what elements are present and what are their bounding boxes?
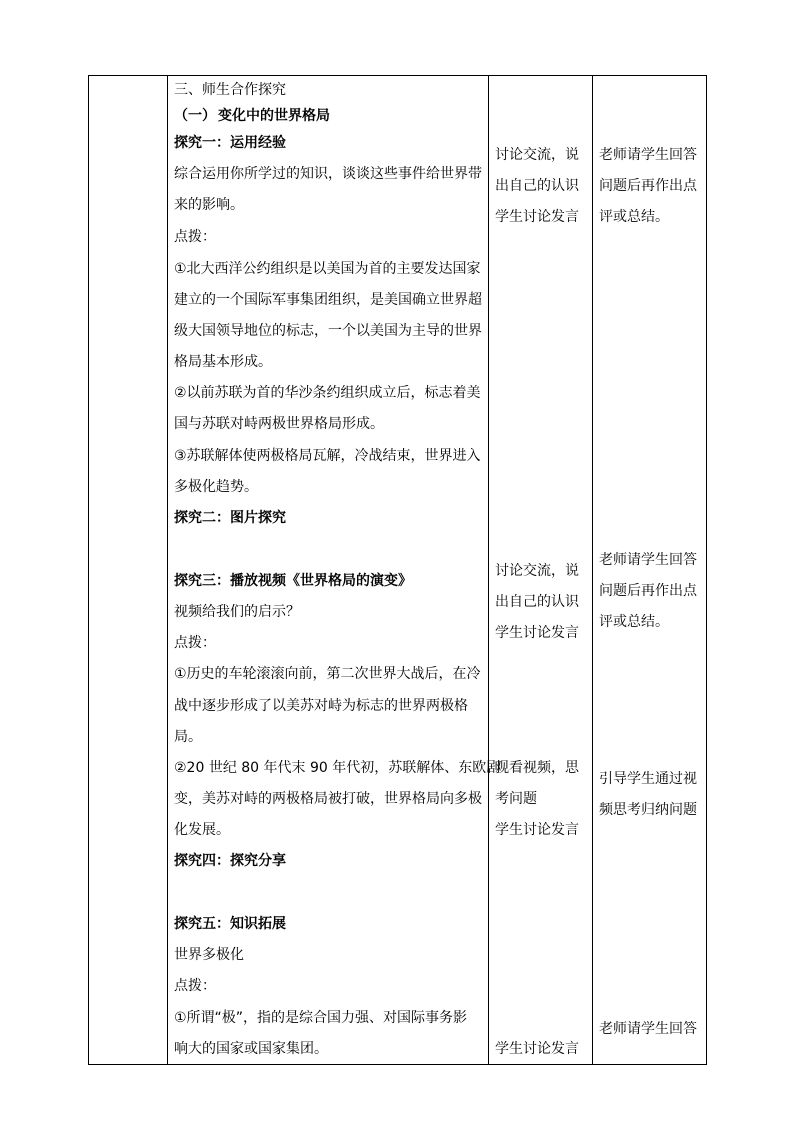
student-activity-line: 讨论交流，说 (495, 147, 579, 163)
hint-label: 点拨： (174, 978, 216, 994)
exploration-1-title: 探究一：运用经验 (174, 135, 286, 151)
paragraph-line: 多极化趋势。 (174, 479, 258, 495)
paragraph-line: 视频给我们的启示？ (174, 604, 300, 620)
student-activity-line: 考问题 (495, 791, 537, 807)
column-divider (167, 75, 168, 1065)
teacher-activity-line: 引导学生通过视 (599, 771, 697, 787)
paragraph-line: 综合运用你所学过的知识，谈谈这些事件给世界带 (174, 166, 482, 182)
paragraph-line: 战中逐步形成了以美苏对峙为标志的世界两极格 (174, 698, 468, 714)
paragraph-line: ③苏联解体使两极格局瓦解，冷战结束，世界进入 (174, 448, 481, 464)
exploration-3-title: 探究三：播放视频《世界格局的演变》 (174, 573, 412, 589)
paragraph-line: 国与苏联对峙两极世界格局形成。 (174, 416, 384, 432)
student-activity-line: 出自己的认识 (495, 178, 579, 194)
hint-label: 点拨： (174, 635, 216, 651)
paragraph-line: 建立的一个国际军事集团组织，是美国确立世界超 (174, 292, 482, 308)
teacher-activity-line: 老师请学生回答 (599, 1021, 697, 1037)
student-activity-line: 学生讨论发言 (495, 1041, 579, 1057)
paragraph-line: ②20 世纪 80 年代末 90 年代初，苏联解体、东欧剧 (174, 760, 501, 776)
teacher-activity-line: 评或总结。 (599, 209, 669, 225)
exploration-5-title: 探究五：知识拓展 (174, 916, 286, 932)
student-activity-line: 观看视频，思 (495, 760, 579, 776)
hint-label: 点拨： (174, 229, 216, 245)
paragraph-line: 世界多极化 (174, 947, 244, 963)
paragraph-line: 级大国领导地位的标志，一个以美国为主导的世界 (174, 323, 482, 339)
paragraph-line: 响大的国家或国家集团。 (174, 1041, 328, 1057)
paragraph-line: ①所谓“极”，指的是综合国力强、对国际事务影 (174, 1010, 468, 1026)
student-activity-line: 学生讨论发言 (495, 209, 579, 225)
paragraph-line: 格局基本形成。 (174, 354, 272, 370)
column-divider (592, 75, 593, 1065)
student-activity-line: 出自己的认识 (495, 594, 579, 610)
subsection-number: （一） (174, 108, 216, 124)
section-heading: 三、师生合作探究 (174, 82, 286, 98)
paragraph-line: ①北大西洋公约组织是以美国为首的主要发达国家 (174, 261, 481, 277)
teacher-activity-line: 问题后再作出点 (599, 583, 697, 599)
column-divider (488, 75, 489, 1065)
exploration-2-title: 探究二：图片探究 (174, 510, 286, 526)
paragraph-line: ②以前苏联为首的华沙条约组织成立后，标志着美 (174, 385, 481, 401)
teacher-activity-line: 评或总结。 (599, 614, 669, 630)
paragraph-line: 来的影响。 (174, 197, 244, 213)
teacher-activity-line: 问题后再作出点 (599, 178, 697, 194)
paragraph-line: 变，美苏对峙的两极格局被打破，世界格局向多极 (174, 791, 482, 807)
paragraph-line: 化发展。 (174, 822, 230, 838)
student-activity-line: 学生讨论发言 (495, 822, 579, 838)
paragraph-line: ①历史的车轮滚滚向前，第二次世界大战后，在冷 (174, 666, 481, 682)
teacher-activity-line: 频思考归纳问题 (599, 802, 697, 818)
exploration-4-title: 探究四：探究分享 (174, 853, 286, 869)
teacher-activity-line: 老师请学生回答 (599, 147, 697, 163)
student-activity-line: 讨论交流，说 (495, 563, 579, 579)
subsection-title: 变化中的世界格局 (218, 108, 330, 124)
paragraph-line: 局。 (174, 729, 202, 745)
teacher-activity-line: 老师请学生回答 (599, 552, 697, 568)
student-activity-line: 学生讨论发言 (495, 625, 579, 641)
